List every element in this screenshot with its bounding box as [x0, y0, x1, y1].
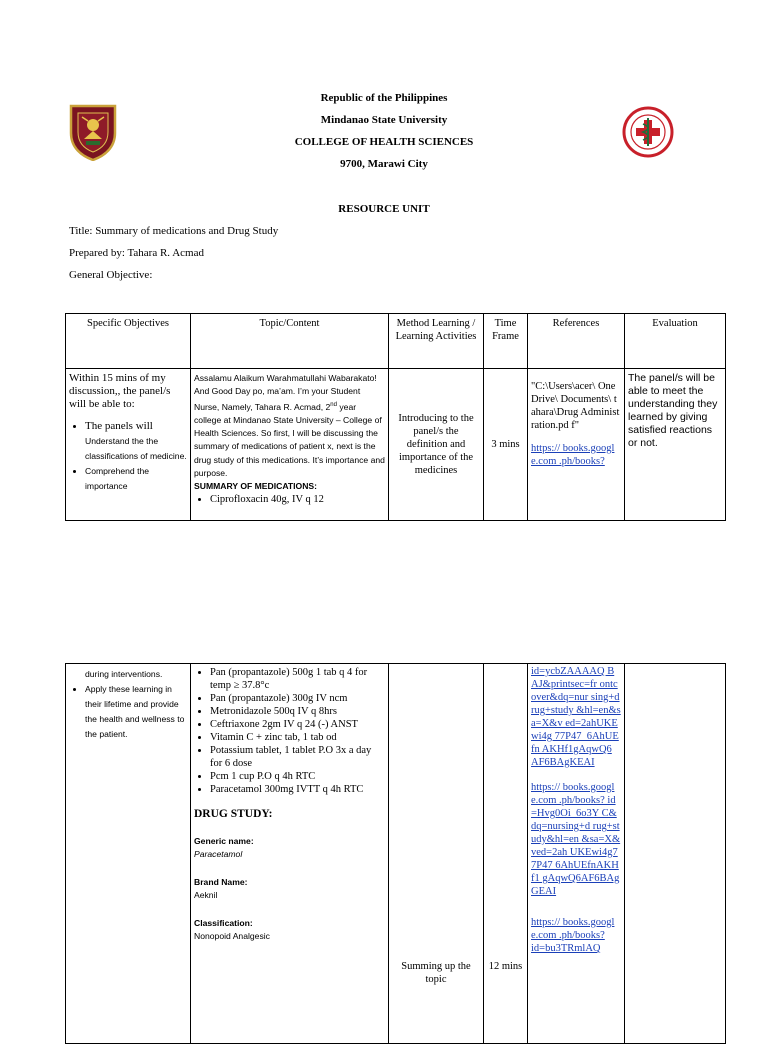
topic-cell — [191, 664, 389, 1044]
reference-path: "C:\Users\acer\ OneDrive\ Documents\ tahara\Drug Administration.pd f" — [531, 381, 620, 431]
method-cell — [389, 664, 484, 1044]
objective-item-head: The panels will — [85, 420, 153, 432]
classification-label: Classification: — [194, 918, 253, 928]
references-cell — [528, 664, 625, 1044]
topic-cell — [191, 369, 389, 521]
objectives-cell — [66, 664, 191, 1044]
document-title: RESOURCE UNIT — [338, 203, 430, 215]
header-method: Method Learning / Learning Activities — [389, 314, 484, 369]
table-row — [66, 369, 726, 521]
header-republic: Republic of the Philippines — [320, 92, 448, 104]
table-row — [66, 664, 726, 1044]
table-header-row — [66, 314, 726, 369]
method-cell — [389, 369, 484, 521]
summary-heading: SUMMARY OF MEDICATIONS: — [194, 481, 318, 492]
objective-item — [85, 419, 187, 464]
objective-item-rest: Understand the the classifications of medicine. — [85, 436, 187, 461]
time-text: 12 mins — [488, 961, 523, 972]
reference-link[interactable]: id=ycbZAAAAQ BAJ&printsec=fr ontcover&dq=nur sing+drug+study &hl=en&sa=X&v ed=2ahUKEwi4g 77P47_6AhUEfn AKHf1gAqwQ6 AF6BAgKEAI — [531, 666, 621, 768]
header-time-frame: Time Frame — [484, 314, 528, 369]
header-topic-content: Topic/Content — [191, 314, 389, 369]
references-cell — [528, 369, 625, 521]
meta-general-objective: General Objective: — [69, 269, 153, 281]
medication-item: • Pan (propantazole) 500g 1 tab q 4 for temp ≥ 37.8°c — [210, 666, 385, 692]
resource-unit-table-continued — [65, 663, 726, 1044]
resource-unit-table — [65, 313, 726, 521]
brand-name-value: Aeknil — [194, 890, 218, 900]
medication-item: • Pcm 1 cup P.O q 4h RTC — [210, 770, 385, 783]
medication-item: • Ceftriaxone 2gm IV q 24 (-) ANST — [210, 718, 385, 731]
brand-name-label: Brand Name: — [194, 877, 248, 887]
header-evaluation: Evaluation — [625, 314, 726, 369]
header-address: 9700, Marawi City — [340, 158, 428, 170]
medication-item: • Vitamin C + zinc tab, 1 tab od — [210, 731, 385, 744]
medication-item: • Pan (propantazole) 300g IV ncm — [210, 692, 385, 705]
medication-item: • Paracetamol 300mg IVTT q 4h RTC — [210, 783, 385, 796]
objectives-cell — [66, 369, 191, 521]
objective-item: • Comprehend the importance — [85, 464, 187, 494]
time-cell — [484, 664, 528, 1044]
msu-seal-logo — [68, 103, 118, 161]
meta-title: Title: Summary of medications and Drug Study — [69, 225, 279, 237]
reference-link[interactable]: https:// books.google.com .ph/books? — [531, 443, 615, 467]
medication-item: • Ciprofloxacin 40g, IV q 12 — [210, 493, 385, 506]
header-references: References — [528, 314, 625, 369]
header-specific-objectives: Specific Objectives — [66, 314, 191, 369]
classification-value: Nonopoid Analgesic — [194, 931, 270, 941]
meta-prepared-by: Prepared by: Tahara R. Acmad — [69, 247, 204, 259]
header-college: COLLEGE OF HEALTH SCIENCES — [294, 136, 474, 148]
generic-name-value: Paracetamol — [194, 849, 243, 859]
method-text: Summing up the topic — [401, 961, 471, 985]
objective-item: • Apply these learning in their lifetime and provide the health and wellness to the patient. — [85, 682, 187, 742]
reference-link[interactable]: https:// books.google.com .ph/books? — [531, 917, 615, 941]
medication-item: • Potassium tablet, 1 tablet P.O 3x a day for 6 dose — [210, 744, 385, 770]
reference-link[interactable]: https:// books.google.com .ph/books? id=Hvg0Oi_6o3Y C&dq=nursing+d rug+study&hl=en &sa=X&ved=2ah UKEwi4g77P47 6AhUEfnAKHf1 gAqwQ6AF6BAg GEAI — [531, 782, 621, 897]
generic-name-label: Generic name: — [194, 836, 254, 846]
evaluation-cell — [625, 664, 726, 1044]
objective-item: during interventions. — [85, 669, 163, 679]
objective-intro: Within 15 mins of my discussion,, the panel/s will be able to: — [69, 372, 171, 410]
header-university: Mindanao State University — [320, 114, 448, 126]
method-text: Introducing to the panel/s the definition and importance of the medicines — [398, 413, 474, 476]
topic-intro: Assalamu Alaikum Warahmatullahi Wabarakato! And Good Day po, ma’am. I’m your Student Nurse, Namely, Tahara R. Acmad, 2nd year college at Mindanao State University – College of Health Sciences. So first, I will be discussing the summary of medications of patient x, next is the drug study of this medications. It’s importance and purpose. — [194, 373, 385, 478]
time-text: 3 mins — [491, 439, 520, 450]
reference-link[interactable]: id=bu3TRmlAQ — [531, 943, 601, 954]
drug-study-heading: DRUG STUDY: — [194, 808, 273, 820]
evaluation-text: The panel/s will be able to meet the understanding they learned by giving satisfied reactions or not. — [628, 372, 718, 449]
medication-item: • Metronidazole 500q IV q 8hrs — [210, 705, 385, 718]
time-cell — [484, 369, 528, 521]
evaluation-cell — [625, 369, 726, 521]
